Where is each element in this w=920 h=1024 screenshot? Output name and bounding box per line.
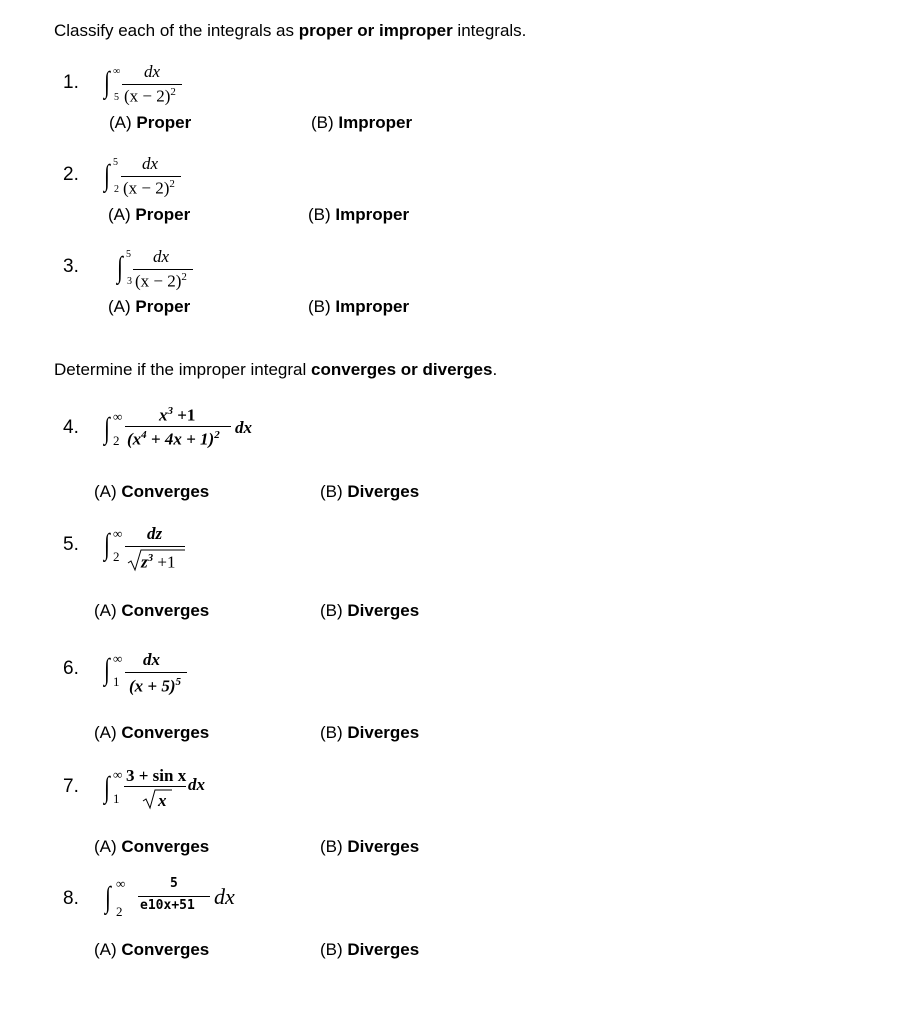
- numerator: dx: [143, 650, 160, 669]
- fraction: [121, 154, 183, 200]
- integral-sign: ∫: [104, 159, 110, 192]
- differential: dx: [235, 418, 252, 437]
- lower-limit: 5: [114, 92, 119, 103]
- lower-limit: 2: [113, 433, 120, 448]
- integral-sign: ∫: [104, 66, 110, 99]
- question-number: 6.: [63, 658, 79, 679]
- fraction: [125, 648, 191, 696]
- fraction: [133, 247, 195, 293]
- upper-limit: ∞: [113, 767, 123, 782]
- option-a[interactable]: (A) Converges: [94, 601, 210, 620]
- numerator: dx: [142, 154, 159, 173]
- fraction: [124, 764, 214, 816]
- option-a[interactable]: (A) Converges: [94, 723, 210, 742]
- option-b[interactable]: (B) Diverges: [320, 601, 420, 620]
- option-a[interactable]: (A) Converges: [94, 940, 210, 959]
- question-number: 5.: [63, 534, 79, 555]
- fraction-bar: [125, 546, 185, 547]
- section-2-heading-bold: converges or diverges: [311, 360, 493, 379]
- numerator: $x^3 +1$: [159, 405, 196, 425]
- fraction: [122, 62, 184, 108]
- denominator: e10x+51: [140, 898, 195, 913]
- upper-limit: ∞: [113, 526, 123, 541]
- option-b[interactable]: (B) Diverges: [320, 940, 420, 959]
- fraction-bar: [121, 176, 181, 177]
- integral-sign: ∫: [117, 251, 123, 284]
- fraction-bar: [133, 269, 193, 270]
- upper-limit: ∞: [116, 876, 126, 891]
- question-number: 4.: [63, 417, 79, 438]
- integral-sign: ∫: [104, 653, 110, 686]
- upper-limit: 5: [126, 249, 131, 260]
- numerator: 3 + sin x: [126, 766, 187, 785]
- option-b[interactable]: (B) Diverges: [320, 837, 420, 856]
- option-b[interactable]: (B) Improper: [308, 297, 410, 316]
- lower-limit: 2: [114, 184, 119, 195]
- fraction-bar: [125, 426, 231, 427]
- denominator: $(x - 2)^2$: [135, 271, 187, 291]
- question-number: 7.: [63, 776, 79, 797]
- option-b[interactable]: (B) Improper: [311, 113, 413, 132]
- fraction-bar: [138, 896, 210, 897]
- upper-limit: 5: [113, 157, 118, 168]
- section-1-heading-bold: proper or improper: [298, 21, 453, 40]
- lower-limit: 2: [116, 904, 123, 919]
- option-b[interactable]: (B) Diverges: [320, 723, 420, 742]
- upper-limit: ∞: [113, 66, 121, 77]
- integral-sign: ∫: [105, 881, 111, 914]
- lower-limit: 1: [113, 674, 120, 689]
- option-a[interactable]: (A) Proper: [108, 205, 191, 224]
- question-number: 1.: [63, 72, 79, 93]
- lower-limit: 2: [113, 549, 120, 564]
- fraction-bar: [122, 84, 182, 85]
- numerator: dz: [147, 524, 163, 543]
- fraction-bar: [125, 672, 187, 673]
- denominator: $(x^4 + 4x + 1)^2$: [127, 429, 220, 449]
- numerator: 5: [170, 876, 178, 891]
- fraction: [125, 522, 187, 578]
- option-a[interactable]: (A) Converges: [94, 482, 210, 501]
- numerator: dx: [144, 62, 161, 81]
- integral-sign: ∫: [104, 412, 110, 445]
- question-number: 2.: [63, 164, 79, 185]
- upper-limit: ∞: [113, 651, 123, 666]
- option-a[interactable]: (A) Proper: [108, 297, 191, 316]
- radicand: $z^3 +1$: [141, 552, 176, 572]
- integral-sign: ∫: [104, 528, 110, 561]
- question-number: 3.: [63, 256, 79, 277]
- radical-sign: [142, 788, 172, 814]
- option-b[interactable]: (B) Improper: [308, 205, 410, 224]
- differential: dx: [188, 775, 205, 794]
- upper-limit: ∞: [113, 409, 123, 424]
- radicand: x: [158, 791, 167, 810]
- option-a[interactable]: (A) Proper: [109, 113, 192, 132]
- fraction-bar: [124, 786, 186, 787]
- lower-limit: 3: [127, 276, 132, 287]
- fraction: [138, 874, 248, 924]
- fraction: [125, 402, 252, 454]
- section-2-heading: Determine if the improper integral converges or diverges.: [54, 360, 498, 379]
- denominator: $(x - 2)^2$: [123, 178, 175, 198]
- numerator: dx: [153, 247, 170, 266]
- lower-limit: 1: [113, 791, 120, 806]
- option-a[interactable]: (A) Converges: [94, 837, 210, 856]
- differential: dx: [214, 884, 235, 909]
- option-b[interactable]: (B) Diverges: [320, 482, 420, 501]
- question-number: 8.: [63, 888, 79, 909]
- denominator: $(x - 2)^2$: [124, 86, 176, 106]
- integral-sign: ∫: [104, 771, 110, 804]
- section-1-heading: Classify each of the integrals as proper or improper integrals.: [54, 21, 527, 40]
- denominator: $(x + 5)^5$: [129, 676, 182, 696]
